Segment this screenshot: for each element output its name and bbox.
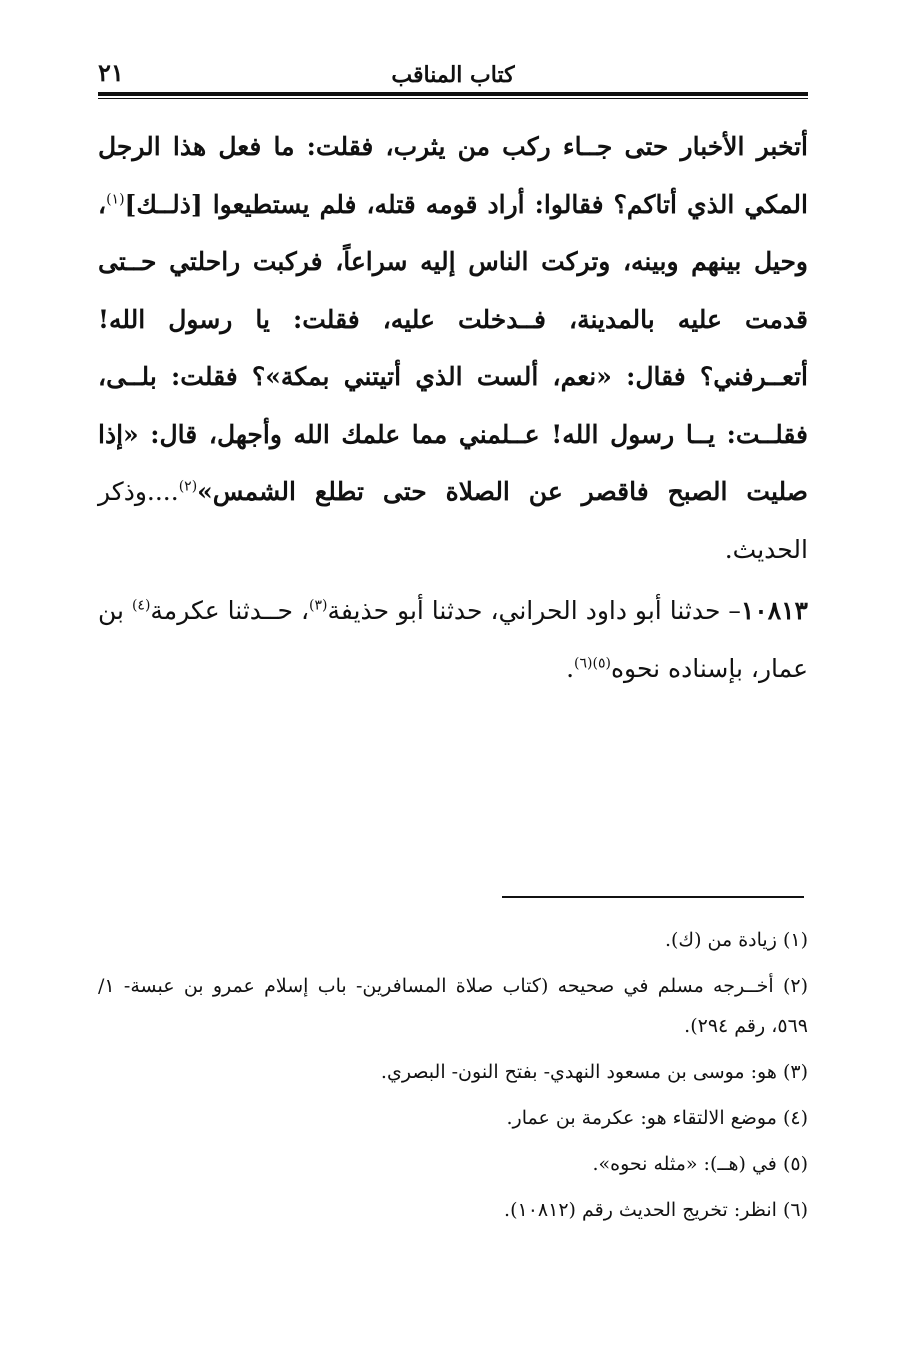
footnote-ref-5: (٥): [592, 655, 611, 672]
footnote-label: (٦): [782, 1199, 808, 1221]
footnote-label: (٢): [782, 975, 808, 997]
footnote-1: [98, 920, 808, 960]
footnote-ref-4: (٤): [131, 597, 151, 614]
para2-text-a: – حدثنا أبو داود الحراني، حدثنا أبو حذيفة: [327, 596, 741, 625]
para1-text: أتخبر الأخبار حتى جــاء ركب من يثرب، فقلت: ما فعل هذا الرجل المكي الذي أتاكم؟ فقالوا: أراد قومه قتله، فلم يستطيعوا [ذلــك]: [98, 132, 808, 219]
footnote-text: موضع الالتقاء هو: عكرمة بن عمار.: [506, 1107, 777, 1129]
footnote-3: [98, 1052, 808, 1092]
footnote-label: (١): [782, 929, 808, 951]
footnote-5: [98, 1144, 808, 1184]
paragraph-1: [98, 118, 808, 578]
page-number: ٢١: [98, 58, 124, 87]
footnote-text: زيادة من (ك).: [664, 929, 777, 951]
footnote-text: في (هــ): «مثله نحوه».: [592, 1153, 777, 1175]
footnote-separator: [502, 896, 804, 898]
para1-text-c: ....وذكر الحديث.: [98, 477, 808, 564]
footnote-text: أخــرجه مسلم في صحيحه (كتاب صلاة المسافرين- باب إسلام عمرو بن عبسة- ١/ ٥٦٩، رقم ٢٩٤).: [98, 975, 808, 1037]
footnote-text: انظر: تخريج الحديث رقم (١٠٨١٢).: [504, 1199, 777, 1221]
para2-text-d: .: [566, 653, 575, 683]
footnotes: [98, 920, 808, 1230]
hadith-number: ١٠٨١٣: [740, 596, 808, 625]
para2-text-b: ، حــدثنا عكرمة: [150, 596, 310, 625]
para1-text-b: ، وحيل بينهم وبينه، وتركت الناس إليه سراعاً، فركبت راحلتي حــتى قدمت عليه بالمدينة، فــدخلت عليه، فقلت: يا رسول الله! أتعــرفني؟ فقال: «نعم، ألست الذي أتيتني بمكة»؟ فقلت: بلــى، فقلــت: يــا رسول الله! عــلمني مما علمك الله وأجهل، قال: «إذا صليت الصبح فاقصر عن الصلاة حتى تطلع الشمس»: [98, 189, 808, 506]
footnote-ref-1: (١): [106, 191, 125, 208]
para2-text-c: بن عمار، بإسناده نحوه: [98, 596, 808, 683]
footnote-label: (٤): [782, 1107, 808, 1129]
footnote-ref-6: (٦): [574, 655, 593, 672]
header-rule-thick: [98, 92, 808, 96]
chapter-title: كتاب المناقب: [391, 62, 515, 88]
footnote-ref-2: (٢): [178, 478, 198, 495]
footnote-2: [98, 966, 808, 1046]
footnote-label: (٣): [782, 1061, 808, 1083]
footnote-label: (٥): [782, 1153, 808, 1175]
header-rule-thin: [98, 98, 808, 99]
footnote-ref-3: (٣): [309, 597, 328, 614]
footnote-4: [98, 1098, 808, 1138]
footnote-6: [98, 1190, 808, 1230]
footnote-text: هو: موسى بن مسعود النهدي- بفتح النون- البصري.: [380, 1061, 777, 1083]
page-header: [98, 58, 808, 98]
main-text: [98, 118, 808, 697]
paragraph-2: [98, 582, 808, 697]
